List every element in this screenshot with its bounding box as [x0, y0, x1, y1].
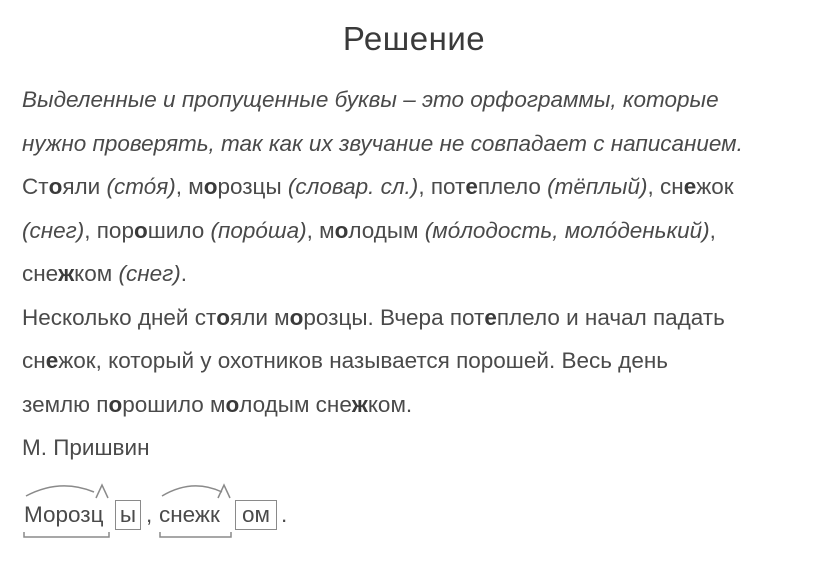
word2-stem: снежк	[159, 502, 220, 527]
passage-text: Несколько дней стояли морозцы. Вчера потеплело и начал падать снежок, который у охотников называется порошей. Весь день землю порошило молодым снежком.	[22, 304, 725, 417]
intro-line-2: нужно проверять, так как их звучание не совпадает с написанием.	[22, 130, 743, 156]
word1-ending-box: ы	[115, 500, 141, 530]
author-name: М. Пришвин	[22, 435, 150, 460]
word2-ending-box: ом	[235, 500, 277, 530]
base-bracket-2	[160, 532, 231, 537]
word1-stem: Морозц	[24, 502, 104, 527]
suffix-caret-1	[96, 485, 108, 498]
intro-line-1: Выделенные и пропущенные буквы – это орфограммы, которые	[22, 87, 719, 112]
page-title: Решение	[342, 20, 486, 57]
word-analysis	[22, 482, 322, 552]
root-arc-2	[162, 486, 222, 496]
solution-text	[22, 78, 812, 470]
spelling-checks: Стояли (сто́я), морозцы (словар. сл.), потеплело (тёплый), снежок (снег), порошило (поро́ша), молодым (мо́лодость, моло́денький), снежком (снег).	[22, 174, 734, 286]
period: .	[281, 502, 288, 527]
comma: ,	[146, 502, 153, 527]
root-arc-1	[26, 486, 94, 496]
base-bracket-1	[24, 532, 109, 537]
